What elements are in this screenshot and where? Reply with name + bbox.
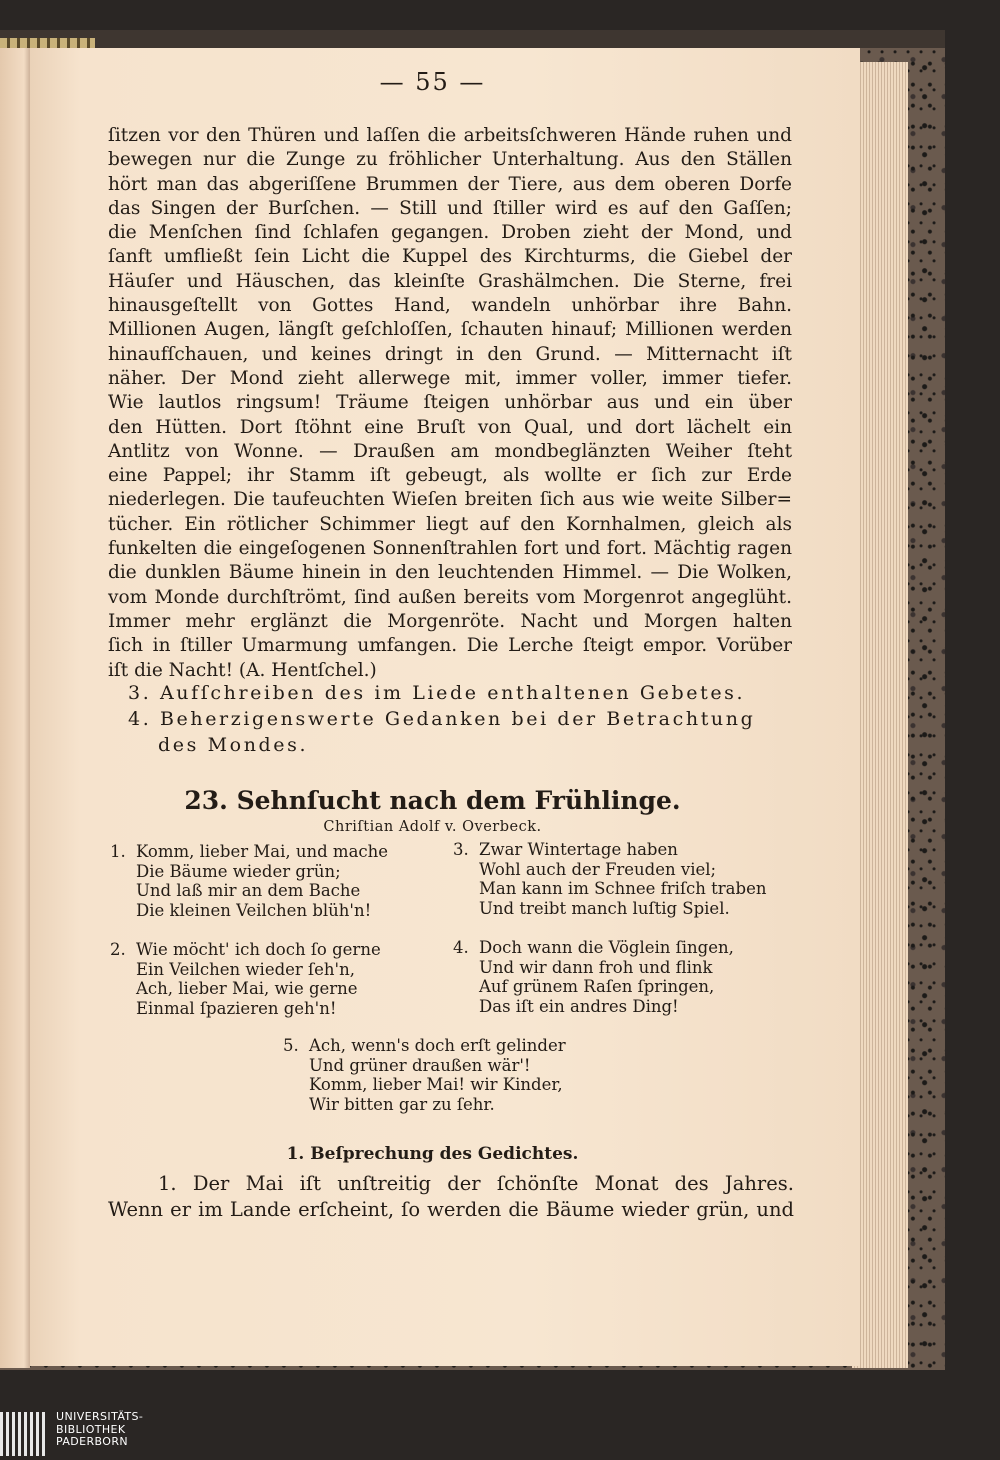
- verse-line: Zwar Wintertage haben: [479, 840, 678, 859]
- library-logo: [0, 1410, 1000, 1460]
- text-line: hört man das abgeriſſene Brummen der Tiere, aus dem oberen Dorfe: [108, 173, 792, 195]
- text-line: das Singen der Burſchen. — Still und ſtiller wird es auf den Gaſſen;: [108, 197, 792, 219]
- text-line: näher. Der Mond zieht allerwege mit, immer voller, immer tiefer.: [108, 367, 792, 389]
- page-number: — 55 —: [379, 68, 486, 96]
- text-line: hinausgeſtellt von Gottes Hand, wandeln unhörbar ihre Bahn.: [108, 295, 792, 317]
- text-line: Millionen Augen, längſt geſchloſſen, ſchauten hinauf; Millionen werden: [108, 319, 792, 341]
- stanza-1: [110, 842, 388, 920]
- text-line: niederlegen. Die taufeuchten Wieſen breiten ſich aus wie weite Silber=: [108, 489, 792, 511]
- text-line: Antlitz von Wonne. — Draußen am mondbeglänzten Weiher ſteht: [108, 440, 792, 462]
- text-line: funkelten die eingeſogenen Sonnenſtrahlen fort und fort. Mächtig ragen: [108, 538, 792, 560]
- cover-top-edge: [0, 30, 945, 48]
- text-line: die dunklen Bäume hinein in den leuchtenden Himmel. — Die Wolken,: [108, 562, 792, 584]
- page-block-edges: [852, 62, 908, 1368]
- verse-line: Wie möcht' ich doch ſo gerne: [136, 940, 381, 959]
- verse-line: Komm, lieber Mai, und mache: [136, 842, 389, 861]
- task-list: [128, 680, 792, 758]
- verse-line: Wir bitten gar zu ſehr.: [309, 1094, 495, 1114]
- text-line: eine Pappel; ihr Stamm iſt gebeugt, als wollte er ſich zur Erde: [108, 465, 792, 487]
- verse-line: Und treibt manch luſtig Spiel.: [479, 898, 730, 918]
- stanza-number: 4.: [453, 938, 469, 957]
- logo-line: BIBLIOTHEK: [56, 1422, 126, 1436]
- stanza-number: 1.: [110, 842, 126, 861]
- text-line: ſich in ſtiller Umarmung umfangen. Die Lerche ſteigt empor. Vorüber: [108, 635, 792, 657]
- text-line: Wie lautlos ringsum! Träume ſteigen unhörbar aus und ein über: [108, 392, 792, 414]
- poem-author: Chriſtian Adolf v. Overbeck.: [323, 819, 542, 835]
- verse-line: Die Bäume wieder grün;: [136, 861, 341, 881]
- stanza-2: [110, 940, 381, 1018]
- text-line: Häuſer und Häuschen, das kleinſte Grashälmchen. Die Sterne, frei: [108, 270, 792, 292]
- verse-line: Komm, lieber Mai! wir Kinder,: [309, 1075, 563, 1095]
- stanza-number: 3.: [453, 840, 469, 859]
- task-item-4: 4. Beherzigenswerte Gedanken bei der Betrachtung: [128, 708, 756, 730]
- prose-text: [108, 124, 792, 683]
- stanza-3: [453, 840, 766, 918]
- text-line: iſt die Nacht! (A. Hentſchel.): [108, 659, 377, 681]
- text-line: 1. Der Mai iſt unſtreitig der ſchönſte Monat des Jahres.: [158, 1172, 794, 1195]
- section-heading: 1. Beſprechung des Gedichtes.: [286, 1144, 579, 1164]
- text-line: vom Monde durchſtrömt, ſind außen bereits vom Morgenrot angeglüht.: [108, 586, 792, 608]
- text-line: die Menſchen ſind ſchlafen gegangen. Droben zieht der Mond, und: [108, 222, 792, 244]
- task-item-4-continuation: des Mondes.: [158, 734, 309, 756]
- text-line: hinaufſchauen, und keines dringt in den Grund. — Mitternacht iſt: [108, 343, 792, 365]
- library-logo-icon: [0, 1412, 48, 1456]
- left-page-edge: [0, 48, 30, 1368]
- verse-line: Und grüner draußen wär'!: [309, 1055, 531, 1075]
- text-line: Immer mehr erglänzt die Morgenröte. Nacht und Morgen halten: [108, 610, 792, 632]
- stanza-number: 5.: [283, 1036, 299, 1055]
- logo-line: PADERBORN: [56, 1435, 129, 1448]
- text-line: ſitzen vor den Thüren und laſſen die arbeitsſchweren Hände ruhen und: [108, 125, 792, 146]
- verse-line: Man kann im Schnee friſch traben: [479, 879, 767, 899]
- library-logo-text: [56, 1411, 143, 1449]
- text-line: ſanft umfließt ſein Licht die Kuppel des Kirchturms, die Giebel der: [108, 246, 792, 268]
- verse-line: Ein Veilchen wieder ſeh'n,: [136, 959, 355, 979]
- logo-line: UNIVERSITÄTS-: [56, 1410, 144, 1423]
- task-item-3: 3. Aufſchreiben des im Liede enthaltenen Gebetes.: [128, 682, 746, 704]
- verse-line: Und wir dann froh und flink: [479, 957, 713, 977]
- book-page: [30, 48, 860, 1366]
- stanza-5: [283, 1036, 566, 1114]
- verse-line: Doch wann die Vöglein ſingen,: [479, 938, 734, 957]
- verse-line: Einmal ſpazieren geh'n!: [136, 998, 337, 1018]
- verse-line: Die kleinen Veilchen blüh'n!: [136, 900, 372, 920]
- verse-line: Und laß mir an dem Bache: [136, 881, 361, 901]
- poem-title: 23. Sehnſucht nach dem Frühlinge.: [184, 786, 681, 815]
- text-line: den Hütten. Dort ſtöhnt eine Bruſt von Qual, und dort lächelt ein: [108, 416, 792, 438]
- verse-line: Ach, wenn's doch erſt gelinder: [309, 1036, 566, 1055]
- verse-line: Wohl auch der Freuden viel;: [479, 859, 717, 879]
- stanza-number: 2.: [110, 940, 126, 959]
- verse-line: Das iſt ein andres Ding!: [479, 996, 679, 1016]
- stanza-4: [453, 938, 734, 1016]
- text-line: Wenn er im Lande erſcheint, ſo werden die Bäume wieder grün, und: [108, 1198, 794, 1221]
- verse-line: Ach, lieber Mai, wie gerne: [136, 979, 358, 999]
- text-line: tücher. Ein rötlicher Schimmer liegt auf den Kornhalmen, gleich als: [108, 513, 792, 535]
- verse-line: Auf grünem Raſen ſpringen,: [479, 977, 715, 997]
- section-paragraph: [108, 1171, 794, 1223]
- text-line: bewegen nur die Zunge zu fröhlicher Unterhaltung. Aus den Ställen: [108, 149, 792, 171]
